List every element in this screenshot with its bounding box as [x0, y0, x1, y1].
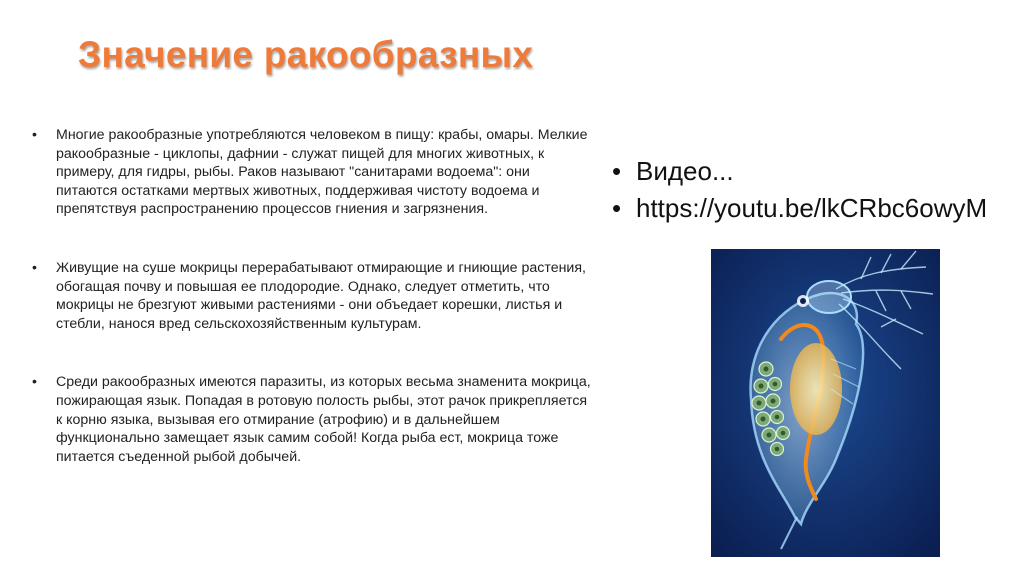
- bullet-icon: •: [32, 127, 37, 143]
- bullet-icon: •: [612, 156, 622, 186]
- link-item[interactable]: [612, 193, 1012, 224]
- bullet-icon: •: [612, 193, 622, 223]
- daphnia-illustration: [711, 249, 940, 557]
- video-label: Видео...: [636, 156, 734, 186]
- list-item-text: Живущие на суше мокрицы перерабатывают отмирающие и гниющие растения, обогащая почву и повышая ее плодородие. Однако, следует отметить, что мокрицы не брезгуют живыми растениями - они объедает корешки, листья и стебли, нанося вред сельскохозяйственным культурам.: [56, 259, 586, 332]
- list-item-text: Многие ракообразные употребляются человеком в пищу: крабы, омары. Мелкие ракообразные - циклопы, дафнии - служат пищей для многих животных, к примеру, для гидры, рыбы. Раков называют "санитарами водоема": они питаются остатками мертвых животных, поддерживая чистоту водоема и препятствуя распространению процессов гниения и загрязнения.: [56, 127, 588, 218]
- bullet-icon: •: [32, 374, 37, 391]
- bullet-icon: •: [32, 259, 37, 276]
- list-item: [32, 126, 592, 219]
- daphnia-photo: [711, 249, 940, 557]
- right-bullet-list: [612, 156, 1012, 230]
- list-item: [32, 259, 592, 333]
- left-bullet-list: [32, 126, 592, 466]
- video-link[interactable]: https://youtu.be/lkCRbc6owyM: [636, 193, 988, 223]
- video-item: [612, 156, 1012, 187]
- slide-title: Значение ракообразных: [78, 34, 534, 75]
- list-item-text: Среди ракообразных имеются паразиты, из которых весьма знаменита мокрица, пожирающая язык. Попадая в ротовую полость рыбы, этот рачок прикрепляется к корню языка, вызывая его отмирание (атрофию) и в дальнейшем функционально замещает язык самим собой! Когда рыба ест, мокрица тоже питается съеденной рыбой добычей.: [56, 374, 591, 465]
- list-item: [32, 373, 592, 466]
